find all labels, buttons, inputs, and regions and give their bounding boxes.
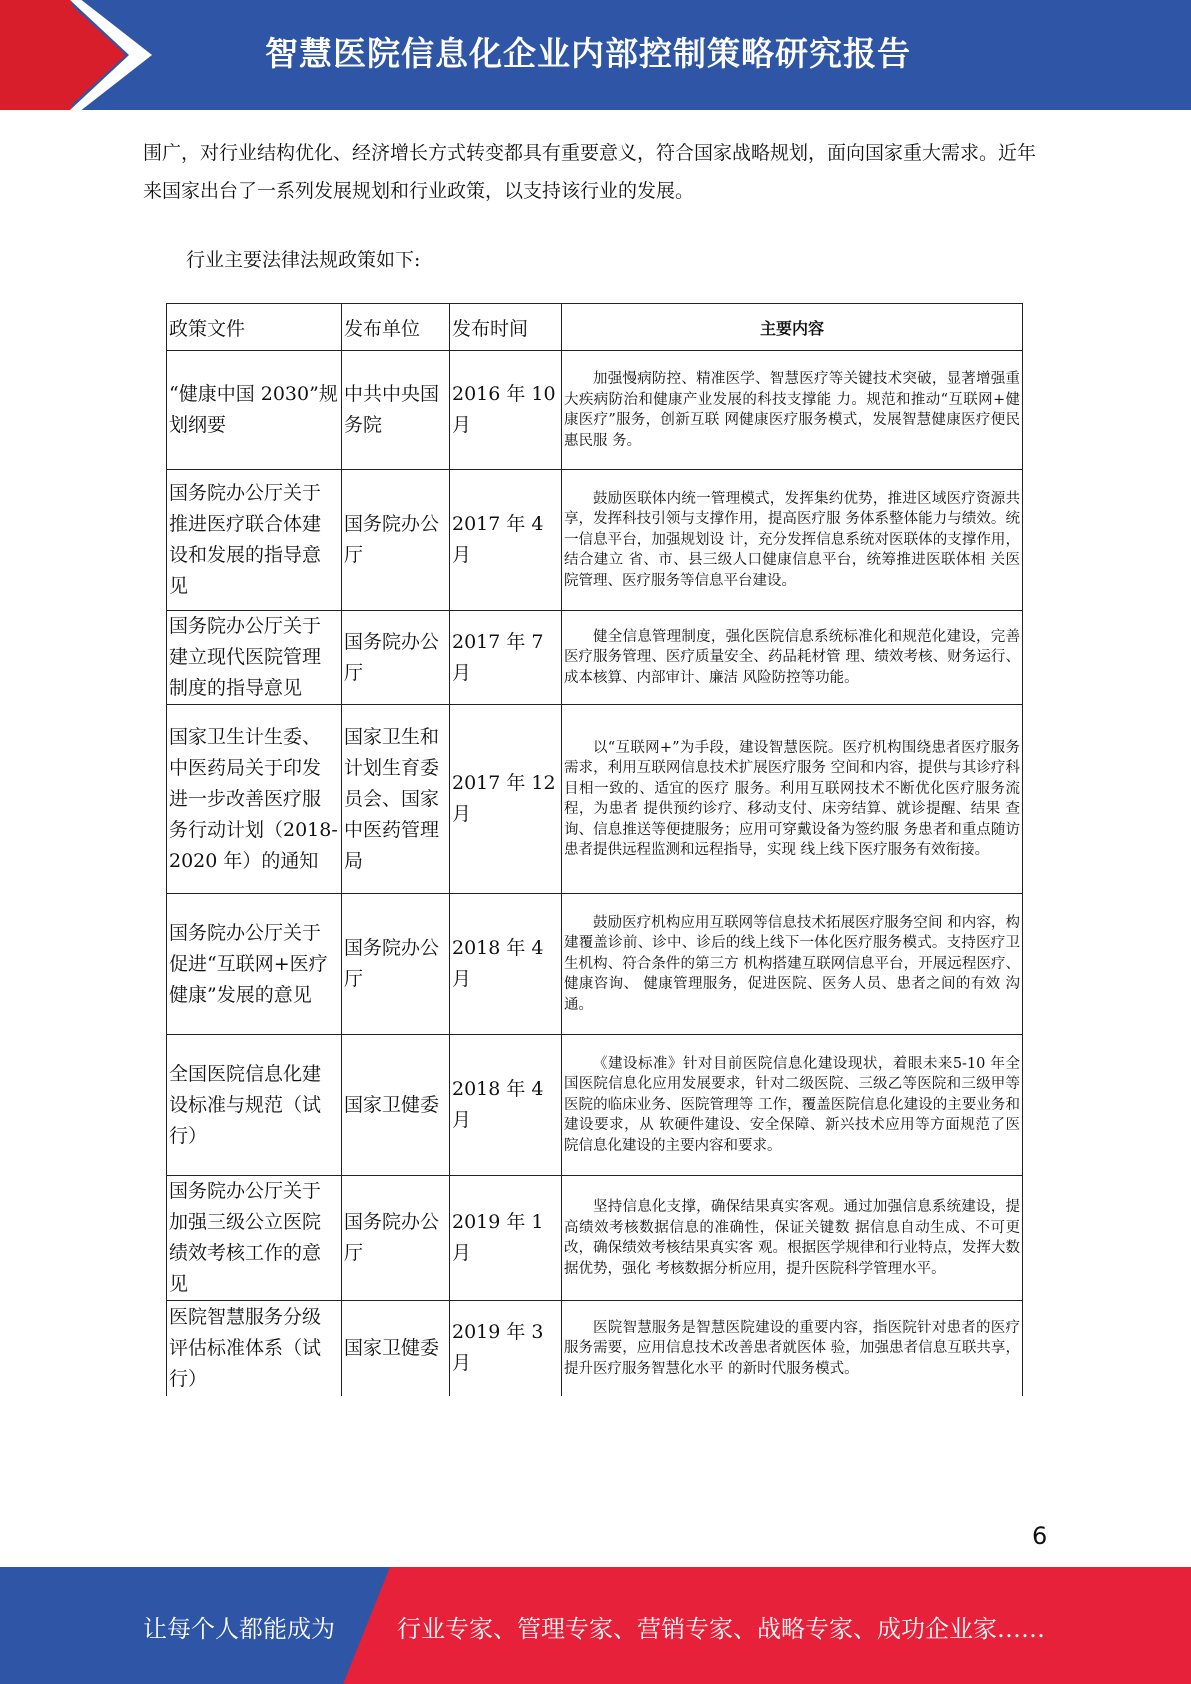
header-policy-doc: 政策文件 (167, 304, 342, 351)
policy-doc-cell: “健康中国 2030”规划纲要 (167, 351, 342, 470)
table-row (167, 611, 1023, 705)
issuer-cell: 国家卫健委 (342, 1301, 450, 1396)
content-text: 以“互联网+”为手段，建设智慧医院。医疗机构围绕患者医疗服务需求，利用互联网信息技术扩展医疗服务 空间和内容，提供与其诊疗科目相一致的、适宜的医疗 服务。利用互联网技术不断优化医疗服务流程，为患者 提供预约诊疗、移动支付、床旁结算、就诊提醒、结果 查询、信息推送等便捷服务；应用可穿戴设备为签约服 务患者和重点随访患者提供远程监测和远程指导，实现 线上线下医疗服务有效衔接。 (564, 739, 1020, 858)
table-intro: 行业主要法律法规政策如下: (186, 249, 421, 271)
page-header (0, 0, 1191, 110)
report-title: 智慧医院信息化企业内部控制策略研究报告 (265, 34, 911, 73)
date-cell: 2017 年 4 月 (450, 470, 562, 611)
issuer-cell: 中共中央国务院 (342, 351, 450, 470)
date-cell: 2017 年 7 月 (450, 611, 562, 705)
date-cell: 2017 年 12 月 (450, 705, 562, 894)
content-cell (562, 1035, 1023, 1176)
content-cell (562, 894, 1023, 1035)
content-cell (562, 1176, 1023, 1301)
header-main-content: 主要内容 (562, 304, 1023, 351)
policy-doc-cell: 国务院办公厅关于推进医疗联合体建设和发展的指导意见 (167, 470, 342, 611)
issuer-cell: 国家卫生和计划生育委员会、国家中医药管理局 (342, 705, 450, 894)
table-row (167, 1176, 1023, 1301)
policy-doc-cell: 国家卫生计生委、中医药局关于印发进一步改善医疗服务行动计划（2018-2020 年）的通知 (167, 705, 342, 894)
content-text: 鼓励医疗机构应用互联网等信息技术拓展医疗服务空间 和内容，构建覆盖诊前、诊中、诊后的线上线下一体化医疗服务模式。支持医疗卫生机构、符合条件的第三方 机构搭建互联网信息平台，开展远程医疗、健康咨询、 健康管理服务，促进医院、医务人员、患者之间的有效 沟通。 (564, 914, 1020, 1013)
content-cell (562, 1301, 1023, 1396)
table-header-row (167, 304, 1023, 351)
header-issuer: 发布单位 (342, 304, 450, 351)
content-text: 医院智慧服务是智慧医院建设的重要内容，指医院针对患者的医疗服务需要，应用信息技术改善患者就医体 验，加强患者信息互联共享，提升医疗服务智慧化水平 的新时代服务模式。 (564, 1319, 1020, 1377)
table-row (167, 705, 1023, 894)
footer-slogan-right: 行业专家、管理专家、营销专家、战略专家、成功企业家…… (397, 1615, 1045, 1643)
content-cell (562, 705, 1023, 894)
date-cell: 2019 年 1 月 (450, 1176, 562, 1301)
page-footer (0, 1567, 1191, 1684)
issuer-cell: 国务院办公厅 (342, 611, 450, 705)
table-row (167, 1301, 1023, 1396)
content-text: 健全信息管理制度，强化医院信息系统标准化和规范化建设，完善医疗服务管理、医疗质量安全、药品耗材管 理、绩效考核、财务运行、成本核算、内部审计、廉洁 风险防控等功能。 (564, 628, 1020, 686)
date-cell: 2018 年 4 月 (450, 894, 562, 1035)
policy-doc-cell: 国务院办公厅关于加强三级公立医院绩效考核工作的意见 (167, 1176, 342, 1301)
content-text: 《建设标准》针对目前医院信息化建设现状，着眼未来5-10 年全国医院信息化应用发展要求，针对二级医院、三级乙等医院和三级甲等医院的临床业务、医院管理等 工作，覆盖医院信息化建设的主要业务和建设要求，从 软硬件建设、安全保障、新兴技术应用等方面规范了医 院信息化建设的主要内容和要求。 (564, 1055, 1020, 1154)
policy-doc-cell: 全国医院信息化建设标准与规范（试行） (167, 1035, 342, 1176)
issuer-cell: 国务院办公厅 (342, 470, 450, 611)
body-paragraph: 围广，对行业结构优化、经济增长方式转变都具有重要意义，符合国家战略规划，面向国家重大需求。近年来国家出台了一系列发展规划和行业政策，以支持该行业的发展。 (143, 142, 1037, 202)
page-number: 6 (1032, 1522, 1048, 1550)
footer-slogan-left: 让每个人都能成为 (143, 1615, 335, 1643)
policy-doc-cell: 国务院办公厅关于建立现代医院管理制度的指导意见 (167, 611, 342, 705)
issuer-cell: 国家卫健委 (342, 1035, 450, 1176)
date-cell: 2018 年 4 月 (450, 1035, 562, 1176)
policy-doc-cell: 医院智慧服务分级评估标准体系（试行） (167, 1301, 342, 1396)
table-row (167, 1035, 1023, 1176)
table-row (167, 351, 1023, 470)
header-date: 发布时间 (450, 304, 562, 351)
header-red-block (0, 0, 72, 110)
date-cell: 2016 年 10 月 (450, 351, 562, 470)
content-cell (562, 470, 1023, 611)
policy-table (166, 303, 1023, 1396)
policy-doc-cell: 国务院办公厅关于促进“互联网+医疗健康”发展的意见 (167, 894, 342, 1035)
date-cell: 2019 年 3 月 (450, 1301, 562, 1396)
table-row (167, 470, 1023, 611)
content-text: 加强慢病防控、精准医学、智慧医疗等关键技术突破，显著增强重大疾病防治和健康产业发展的科技支撑能 力。规范和推动“互联网+健康医疗”服务，创新互联 网健康医疗服务模式，发展智慧健康医疗便民惠民服 务。 (564, 371, 1020, 449)
table-row (167, 894, 1023, 1035)
issuer-cell: 国务院办公厅 (342, 894, 450, 1035)
content-text: 鼓励医联体内统一管理模式，发挥集约优势，推进区域医疗资源共享，发挥科技引领与支撑作用，提高医疗服 务体系整体能力与绩效。统一信息平台，加强规划设 计，充分发挥信息系统对医联体的支撑作用，结合建立 省、市、县三级人口健康信息平台，统筹推进医联体相 关医院管理、医疗服务等信息平台建设。 (564, 490, 1020, 589)
issuer-cell: 国务院办公厅 (342, 1176, 450, 1301)
content-cell (562, 611, 1023, 705)
content-text: 坚持信息化支撑，确保结果真实客观。通过加强信息系统建设，提高绩效考核数据信息的准确性，保证关键数 据信息自动生成、不可更改，确保绩效考核结果真实客 观。根据医学规律和行业特点，发挥大数据优势，强化 考核数据分析应用，提升医院科学管理水平。 (564, 1199, 1020, 1277)
content-cell (562, 351, 1023, 470)
